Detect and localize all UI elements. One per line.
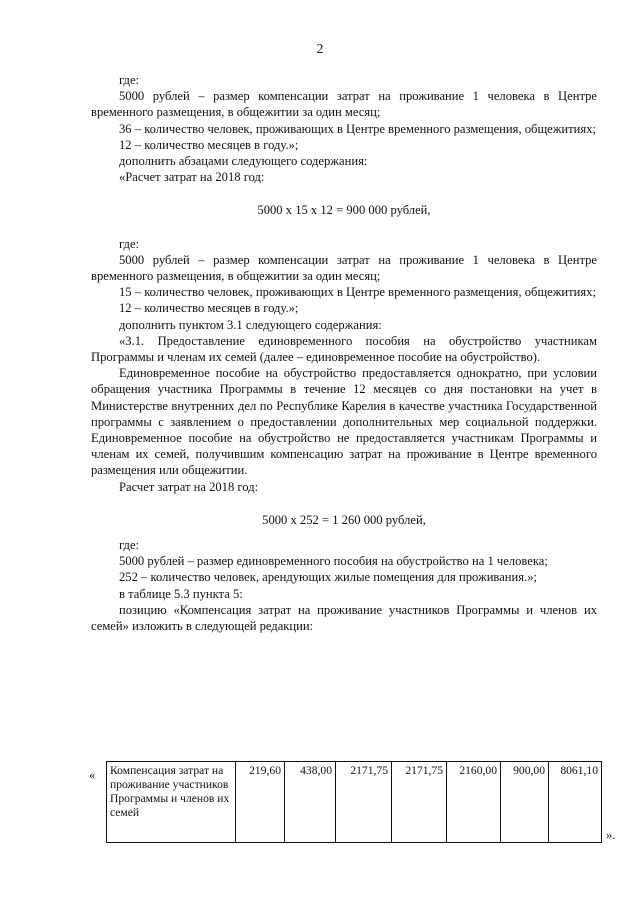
paragraph: где:	[119, 538, 140, 553]
value-cell: 8061,10	[549, 762, 602, 843]
paragraph: 252 – количество человек, арендующих жилые помещения для проживания.»;	[119, 570, 538, 585]
paragraph: «Расчет затрат на 2018 год:	[119, 170, 265, 185]
paragraph: 12 – количество месяцев в году.»;	[119, 137, 299, 152]
value-cell: 2171,75	[336, 762, 392, 843]
page-number: 2	[316, 41, 324, 56]
value-cell: 2171,75	[392, 762, 447, 843]
spacer	[91, 495, 597, 512]
formula: 5000 х 15 х 12 = 900 000 рублей,	[257, 203, 431, 218]
value-cell: 438,00	[285, 762, 336, 843]
spacer	[91, 528, 597, 537]
paragraph: 12 – количество месяцев в году.»;	[119, 301, 299, 316]
paragraph: 5000 рублей – размер компенсации затрат на проживание 1 человека в Центре временного размещения, в общежитии за один месяц;	[91, 89, 597, 120]
paragraph: где:	[119, 236, 140, 251]
opening-quote: «	[89, 768, 96, 782]
paragraph: где:	[119, 73, 140, 87]
paragraph: Единовременное пособие на обустройство предоставляется однократно, при условии обращения участника Программы в течение 12 месяцев со дня постановки на учет в Министерстве внутренних дел по Республике Карелия в качестве участника Государственной программы с заявлением о предоставлении дополнительных мер социальной поддержки. Единовременное пособие на обустройство не предоставляется участникам Программы и членам их семей, получившим компенсацию затрат на проживание в Центре временного размещения или общежитии.	[91, 366, 597, 478]
spacer	[91, 219, 597, 236]
formula: 5000 х 252 = 1 260 000 рублей,	[262, 512, 426, 527]
spacer	[91, 185, 597, 202]
value-cell: 219,60	[236, 762, 285, 843]
paragraph: 36 – количество человек, проживающих в Центре временного размещения, общежитиях;	[119, 121, 596, 136]
paragraph: позицию «Компенсация затрат на проживание участников Программы и членов их семей» изложить в следующей редакции:	[91, 602, 597, 634]
paragraph: 5000 рублей – размер компенсации затрат на проживание 1 человека в Центре временного размещения, в общежитии за один месяц;	[91, 252, 597, 284]
paragraph: дополнить пунктом 3.1 следующего содержания:	[119, 317, 382, 332]
paragraph: Расчет затрат на 2018 год:	[119, 479, 259, 494]
value-cell: 2160,00	[447, 762, 501, 843]
body-text	[91, 72, 597, 634]
closing-quote: ».	[606, 828, 616, 842]
paragraph: «3.1. Предоставление единовременного пособия на обустройство участникам Программы и членам их семей (далее – единовременное пособие на обустройство).	[91, 333, 597, 365]
position-table	[106, 761, 602, 843]
paragraph: в таблице 5.3 пункта 5:	[119, 586, 243, 601]
value-cell: 900,00	[501, 762, 549, 843]
table-row	[107, 762, 602, 843]
position-name-cell: Компенсация затрат на проживание участников Программы и членов их семей	[107, 762, 236, 843]
paragraph: 15 – количество человек, проживающих в Центре временного размещения, общежитиях;	[119, 285, 596, 300]
paragraph: 5000 рублей – размер единовременного пособия на обустройство на 1 человека;	[119, 554, 548, 569]
paragraph: дополнить абзацами следующего содержания:	[119, 154, 368, 169]
